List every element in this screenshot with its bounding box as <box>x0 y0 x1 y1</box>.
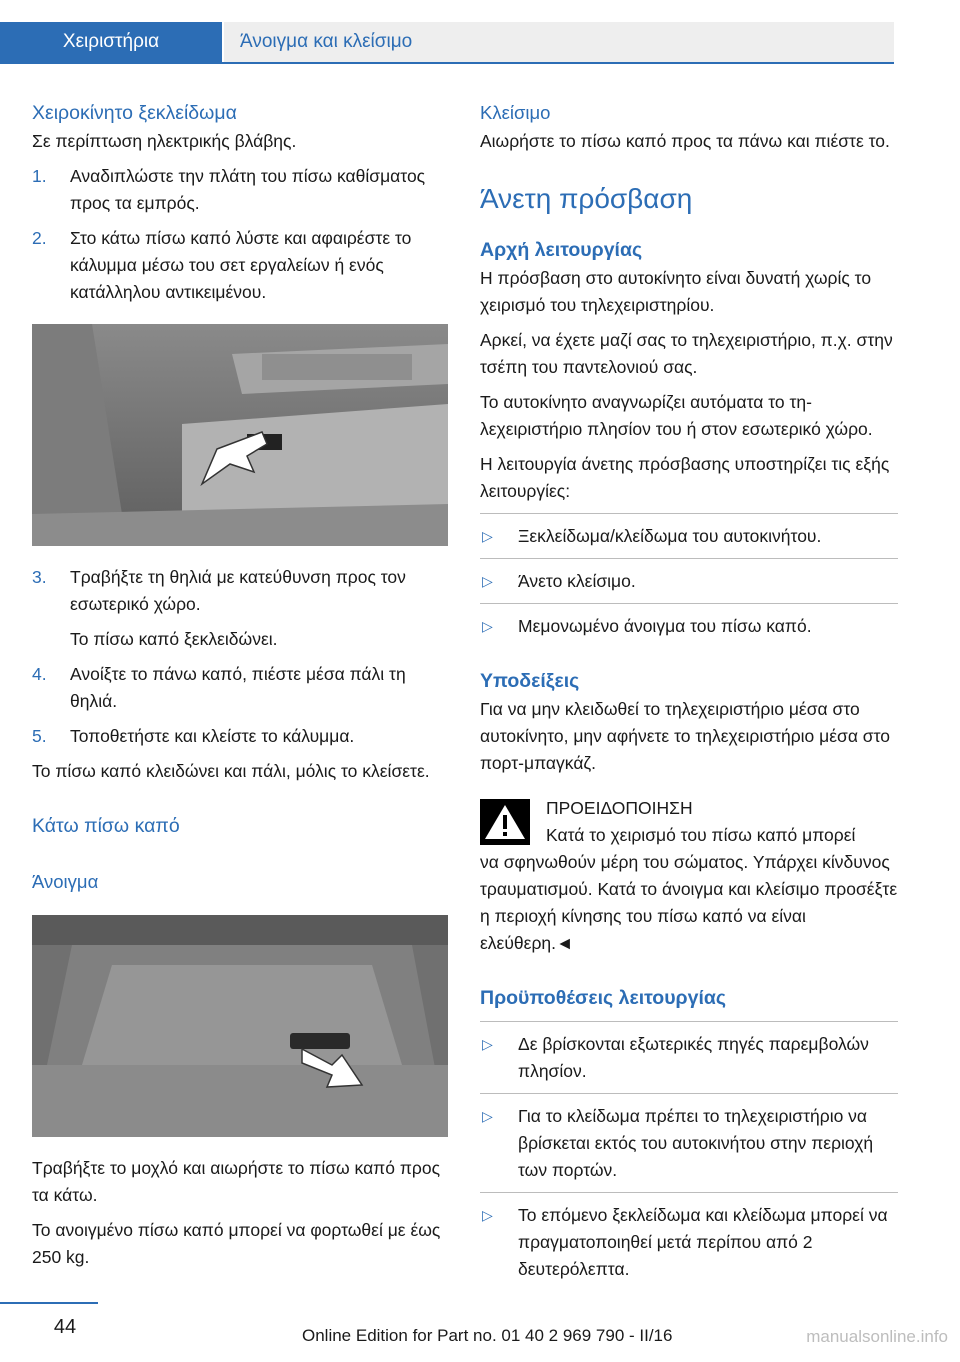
tab-opening-closing[interactable]: Άνοιγμα και κλείσιμο <box>224 22 894 62</box>
list-divider <box>480 603 898 604</box>
principle-title: Αρχή λειτουργίας <box>480 239 643 261</box>
hints-title: Υποδείξεις <box>480 670 580 692</box>
hints-text: Για να μην κλειδωθεί το τηλεχειριστήριο μέσα στο αυτοκίνητο, μην αφήνετε το τηλεχειριστήριο μέσα στο πορτ-μπαγκάζ. <box>480 699 891 773</box>
step-number: 4. <box>32 664 47 684</box>
triangle-right-icon: ▷ <box>482 618 493 634</box>
right-column <box>480 98 898 1283</box>
step-2 <box>32 225 450 306</box>
list-divider <box>480 1093 898 1094</box>
step-text: Τοποθετήστε και κλείστε το κάλυμμα. <box>70 726 355 746</box>
principle-paragraph-2: Αρκεί, να έχετε μαζί σας το τηλεχειριστήριο, π.χ. στην τσέπη του παντελονιού σας. <box>480 330 893 377</box>
edition-note: Online Edition for Part no. 01 40 2 969 790 - II/16 <box>302 1326 673 1345</box>
comfort-access-title: Άνετη πρόσβαση <box>480 183 693 214</box>
principle-paragraph-4: Η λειτουργία άνετης πρόσβασης υποστηρίζει τις εξής λειτουργίες: <box>480 454 890 501</box>
list-divider <box>480 1192 898 1193</box>
step-3-note: Το πίσω καπό ξεκλειδώνει. <box>70 629 278 649</box>
function-text: Άνετο κλείσιμο. <box>518 571 636 591</box>
step-text: Αναδιπλώστε την πλάτη του πίσω καθίσματος προς τα εμπρός. <box>70 166 426 213</box>
step-text: Τραβήξτε τη θηλιά με κατεύθυνση προς τον εσωτερικό χώρο. <box>70 567 406 614</box>
watermark: manualsonline.info <box>806 1327 948 1346</box>
step-number: 2. <box>32 228 47 248</box>
step-number: 3. <box>32 567 47 587</box>
list-divider <box>480 513 898 514</box>
closing-title: Κλείσιμο <box>480 102 551 123</box>
list-divider <box>480 558 898 559</box>
warning-text-first-line: Κατά το χειρισμό του πίσω καπό μπορεί <box>546 825 856 845</box>
function-text: Μεμονωμένο άνοιγμα του πίσω καπό. <box>518 616 812 636</box>
manual-unlock-intro: Σε περίπτωση ηλεκτρικής βλάβης. <box>32 131 297 151</box>
footer-rule <box>0 1302 98 1304</box>
page-number: 44 <box>53 1316 77 1338</box>
opening-subtitle: Άνοιγμα <box>32 871 99 892</box>
header-rule <box>0 62 894 64</box>
step-4 <box>32 661 450 715</box>
prerequisite-text: Για το κλείδωμα πρέπει το τηλεχειριστήριο να βρίσκεται εκτός του αυτοκινήτου στην περιοχή των πορτών. <box>518 1106 874 1180</box>
step-text: Ανοίξτε το πάνω καπό, πιέστε μέσα πάλι τη θηλιά. <box>70 664 406 711</box>
warning-label: ΠΡΟΕΙΔΟΠΟΙΗΣΗ <box>546 798 693 818</box>
warning-block <box>480 795 898 849</box>
step-number: 5. <box>32 726 47 746</box>
function-item <box>480 523 898 550</box>
triangle-right-icon: ▷ <box>482 1108 493 1124</box>
step-number: 1. <box>32 166 47 186</box>
left-column <box>32 98 450 1271</box>
step-1 <box>32 163 450 217</box>
closing-text: Αιωρήστε το πίσω καπό προς τα πάνω και πιέστε το. <box>480 131 890 151</box>
step-text: Στο κάτω πίσω καπό λύστε και αφαιρέστε το κάλυμμα μέσω του σετ εργαλείων ή ενός κατάλληλου αντικειμένου. <box>70 228 412 302</box>
triangle-right-icon: ▷ <box>482 528 493 544</box>
prerequisite-text: Το επόμενο ξεκλείδωμα και κλείδωμα μπορεί να πραγματοποιηθεί μετά περίπου από 2 δευτερόλεπτα. <box>518 1205 888 1279</box>
opening-text-1: Τραβήξτε το μοχλό και αιωρήστε το πίσω καπό προς τα κάτω. <box>32 1158 441 1205</box>
triangle-right-icon: ▷ <box>482 573 493 589</box>
principle-paragraph-1: Η πρόσβαση στο αυτοκίνητο είναι δυνατή χωρίς το χειρισμό του τηλεχειριστηρίου. <box>480 268 872 315</box>
prerequisite-text: Δε βρίσκονται εξωτερικές πηγές παρεμβολών πλησίον. <box>518 1034 869 1081</box>
function-text: Ξεκλείδωμα/κλείδωμα του αυτοκινήτου. <box>518 526 822 546</box>
lower-tailgate-title: Κάτω πίσω καπό <box>32 815 180 837</box>
principle-paragraph-3: Το αυτοκίνητο αναγνωρίζει αυτόματα το τηλεχειριστήριο πλησίον του ή στον εσωτερικό χώρο. <box>480 392 873 439</box>
function-item <box>480 613 898 640</box>
tab-controls[interactable]: Χειριστήρια <box>0 22 222 62</box>
trunk-interior-photo <box>32 324 448 546</box>
after-steps-text: Το πίσω καπό κλειδώνει και πάλι, μόλις το κλείσετε. <box>32 761 430 781</box>
manual-unlock-title: Χειροκίνητο ξεκλείδωμα <box>32 102 237 124</box>
triangle-right-icon: ▷ <box>482 1207 493 1223</box>
warning-text: να σφηνωθούν μέρη του σώματος. Υπάρχει κίνδυνος τραυματισμού. Κατά το άνοιγμα και κλείσιμο προσέξτε η περιοχή κίνησης του πίσω καπό να είναι ελεύθερη.◄ <box>480 852 898 953</box>
step-5 <box>32 723 450 750</box>
function-item <box>480 568 898 595</box>
page-header <box>0 0 960 64</box>
prerequisite-item <box>480 1103 898 1184</box>
prerequisite-item <box>480 1202 898 1283</box>
prerequisites-title: Προϋποθέσεις λειτουργίας <box>480 987 727 1009</box>
triangle-right-icon: ▷ <box>482 1036 493 1052</box>
prerequisite-item <box>480 1031 898 1085</box>
step-3 <box>32 564 450 618</box>
warning-triangle-icon <box>480 799 530 845</box>
trunk-floor-photo <box>32 915 448 1137</box>
list-divider <box>480 1021 898 1022</box>
opening-text-2: Το ανοιγμένο πίσω καπό μπορεί να φορτωθεί με έως 250 kg. <box>32 1220 441 1267</box>
